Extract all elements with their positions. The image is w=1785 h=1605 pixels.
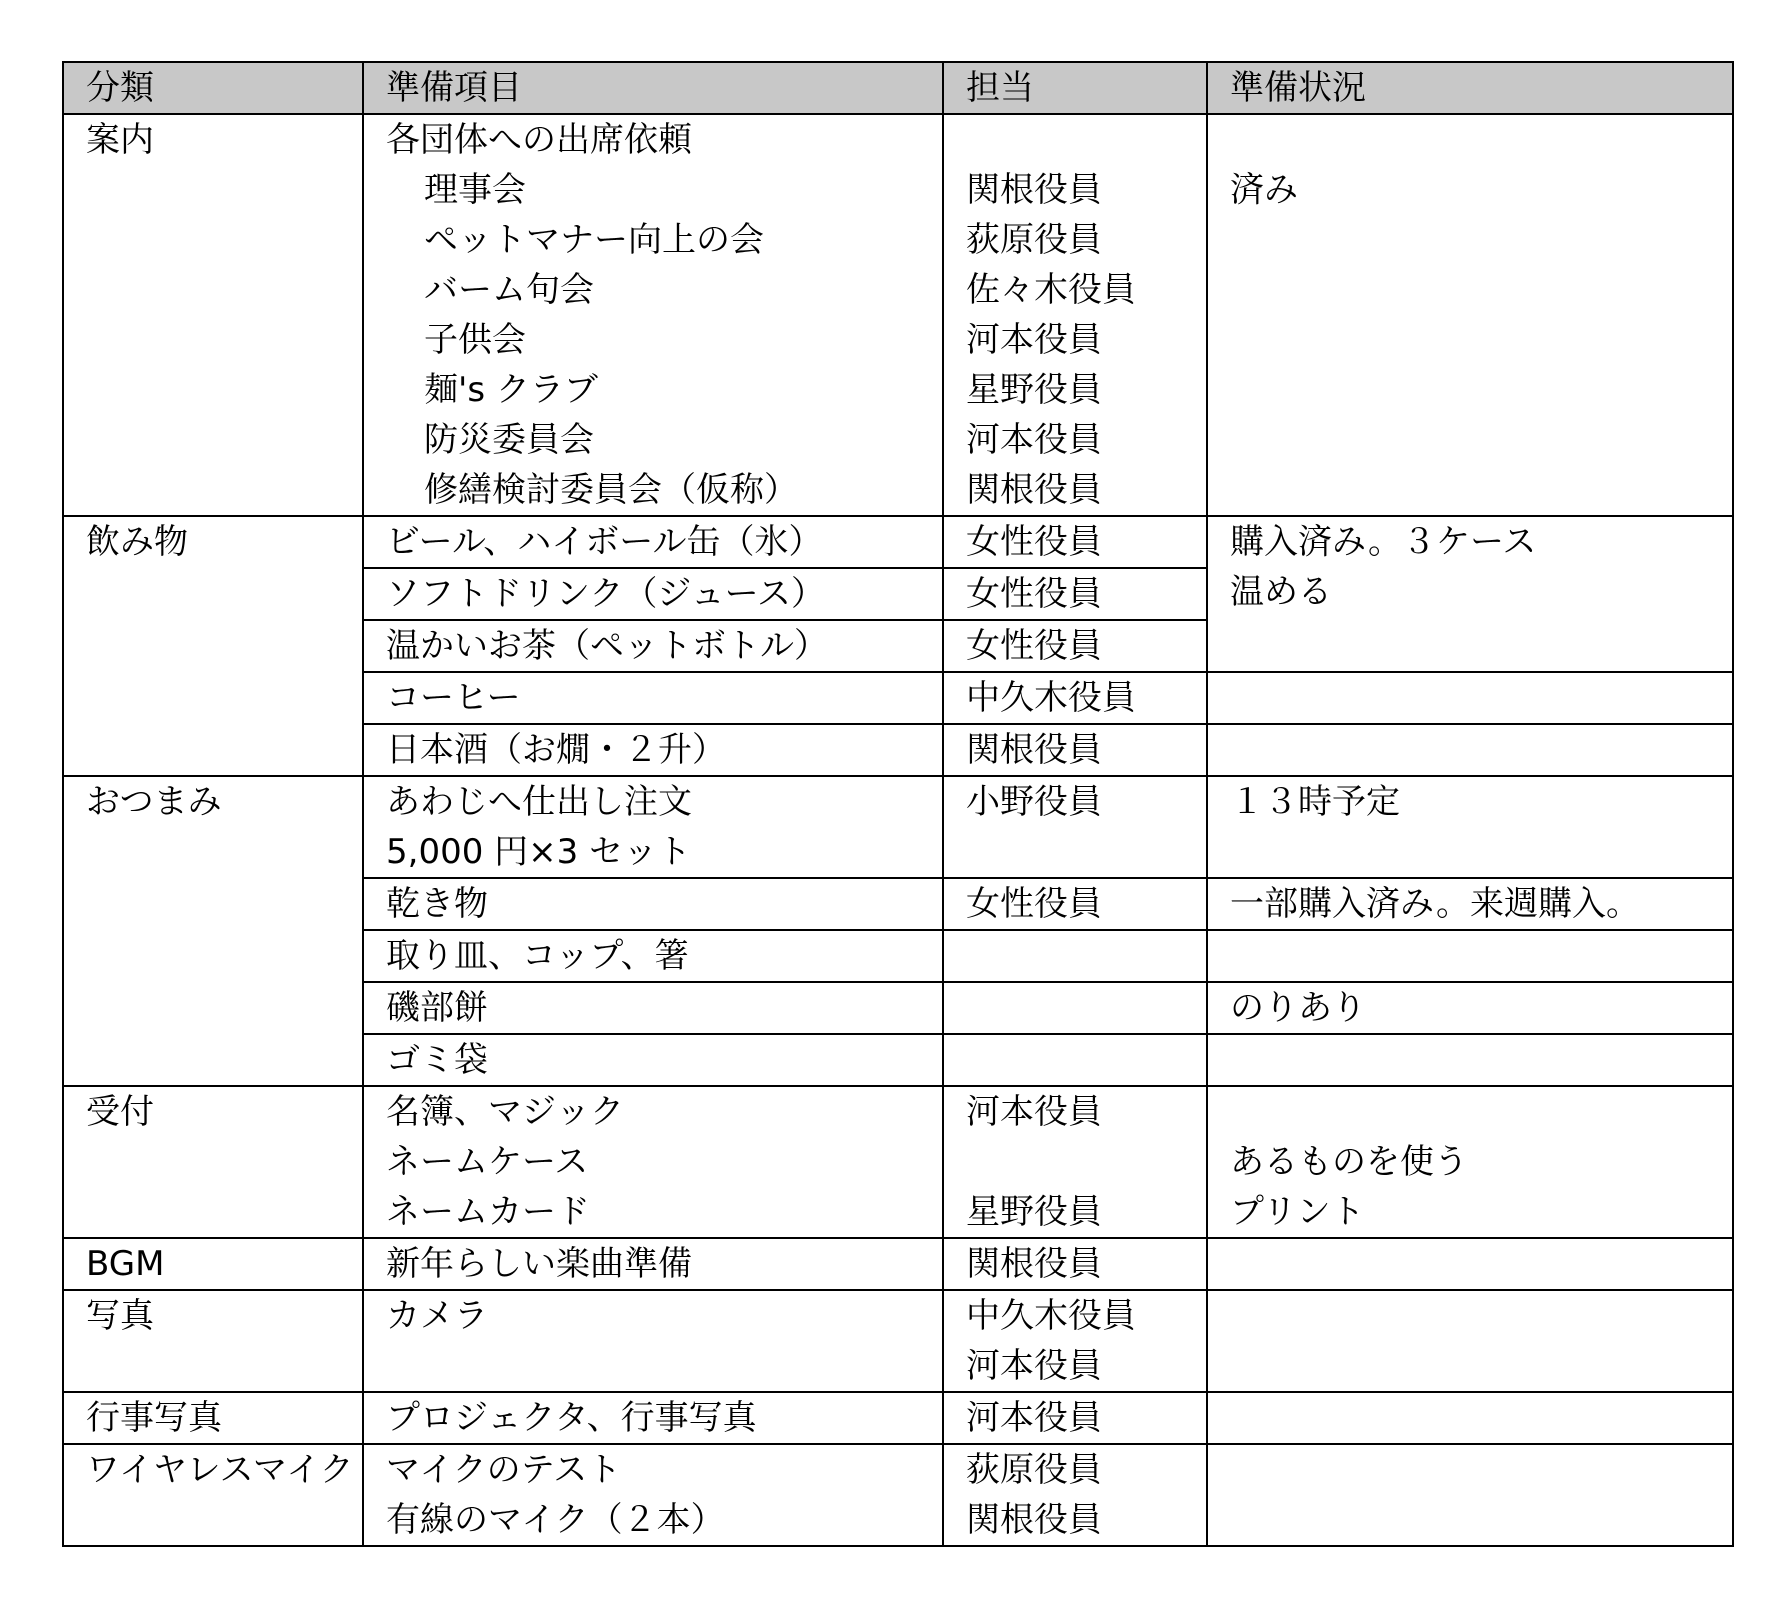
table-row <box>63 776 1733 878</box>
owner-cell: 女性役員 <box>943 568 1207 620</box>
table-row <box>63 516 1733 568</box>
header-category: 分類 <box>63 62 363 114</box>
item-text: マイクのテスト <box>386 1450 622 1490</box>
owner-cell: 女性役員 <box>943 516 1207 568</box>
item-cell: カメラ <box>363 1290 943 1392</box>
item-cell: 磯部餅 <box>363 982 943 1034</box>
owner: 関根役員 <box>966 170 1102 210</box>
owner-cell <box>943 1290 1207 1392</box>
owner-cell <box>943 1034 1207 1086</box>
owner: 中久木役員 <box>966 1296 1136 1336</box>
item-text: ネームケース <box>386 1142 589 1182</box>
owner: 星野役員 <box>966 1192 1102 1232</box>
header-row <box>63 62 1733 114</box>
status-cell <box>1207 1444 1733 1546</box>
sub-item: ペットマナー向上の会 <box>424 220 764 260</box>
owner-cell <box>943 930 1207 982</box>
owner-cell: 関根役員 <box>943 1238 1207 1290</box>
owner-cell: 中久木役員 <box>943 672 1207 724</box>
item-text: ネームカード <box>386 1192 590 1232</box>
item-cell <box>363 776 943 878</box>
item-cell: プロジェクタ、行事写真 <box>363 1392 943 1444</box>
category-cell: おつまみ <box>63 776 363 1086</box>
sub-item: 防災委員会 <box>424 420 594 460</box>
status-cell <box>1207 672 1733 724</box>
item-title: 各団体への出席依頼 <box>386 120 692 160</box>
table-row <box>63 1392 1733 1444</box>
item-text: 名簿、マジック <box>386 1092 624 1132</box>
category-cell: ワイヤレスマイク <box>63 1444 363 1546</box>
owner: 関根役員 <box>966 470 1102 510</box>
sub-item: 麺's クラブ <box>424 370 598 410</box>
sub-item: バーム句会 <box>424 270 594 310</box>
header-owner: 担当 <box>943 62 1207 114</box>
item-cell <box>363 1444 943 1546</box>
sub-item: 修繕検討委員会（仮称） <box>424 470 798 510</box>
owner: 河本役員 <box>966 1092 1102 1132</box>
status-cell <box>1207 1392 1733 1444</box>
item-cell: 新年らしい楽曲準備 <box>363 1238 943 1290</box>
status-text: 購入済み。３ケース <box>1230 522 1537 562</box>
owner-cell <box>943 1444 1207 1546</box>
status-cell: １３時予定 <box>1207 776 1733 878</box>
owner-cell <box>943 982 1207 1034</box>
owner-cell <box>943 1086 1207 1238</box>
status-text: 温める <box>1230 572 1332 612</box>
status-cell <box>1207 1290 1733 1392</box>
item-text: 5,000 円×3 セット <box>386 832 692 872</box>
owner: 河本役員 <box>966 1346 1102 1386</box>
table-row <box>63 1086 1733 1238</box>
status-text <box>1230 1087 1732 1137</box>
owner-cell: 河本役員 <box>943 1392 1207 1444</box>
owner: 荻原役員 <box>966 1450 1102 1490</box>
table-row <box>63 1444 1733 1546</box>
owner-cell <box>943 114 1207 516</box>
table-row <box>63 114 1733 516</box>
status-cell <box>1207 114 1733 516</box>
status-text: 済み <box>1230 170 1298 210</box>
category-cell: 飲み物 <box>63 516 363 776</box>
item-cell: ビール、ハイボール缶（氷） <box>363 516 943 568</box>
item-cell <box>363 114 943 516</box>
item-cell: コーヒー <box>363 672 943 724</box>
owner: 河本役員 <box>966 320 1102 360</box>
category-cell: 受付 <box>63 1086 363 1238</box>
item-cell: 温かいお茶（ペットボトル） <box>363 620 943 672</box>
status-cell <box>1207 930 1733 982</box>
status-text: あるものを使う <box>1230 1142 1468 1182</box>
item-text: 有線のマイク（２本） <box>386 1500 725 1540</box>
status-cell <box>1207 516 1733 672</box>
sub-item: 子供会 <box>424 320 526 360</box>
category-cell: 写真 <box>63 1290 363 1392</box>
category-cell: 案内 <box>63 114 363 516</box>
table-row <box>63 1290 1733 1392</box>
header-status: 準備状況 <box>1207 62 1733 114</box>
owner: 河本役員 <box>966 420 1102 460</box>
owner-cell: 女性役員 <box>943 620 1207 672</box>
owner: 荻原役員 <box>966 220 1102 260</box>
status-text: プリント <box>1230 1192 1365 1232</box>
status-cell: のりあり <box>1207 982 1733 1034</box>
item-cell: 乾き物 <box>363 878 943 930</box>
status-cell <box>1207 1086 1733 1238</box>
item-cell: 日本酒（お燗・２升） <box>363 724 943 776</box>
status-cell <box>1207 1238 1733 1290</box>
table-row <box>63 1238 1733 1290</box>
item-cell: ゴミ袋 <box>363 1034 943 1086</box>
owner: 佐々木役員 <box>966 270 1136 310</box>
owner-cell: 小野役員 <box>943 776 1207 878</box>
category-cell: 行事写真 <box>63 1392 363 1444</box>
owner: 関根役員 <box>966 1500 1102 1540</box>
owner-cell: 関根役員 <box>943 724 1207 776</box>
item-cell: 取り皿、コップ、箸 <box>363 930 943 982</box>
owner <box>966 1137 1206 1187</box>
item-cell <box>363 1086 943 1238</box>
header-item: 準備項目 <box>363 62 943 114</box>
owner-cell: 女性役員 <box>943 878 1207 930</box>
status-cell <box>1207 724 1733 776</box>
owner: 星野役員 <box>966 370 1102 410</box>
item-cell: ソフトドリンク（ジュース） <box>363 568 943 620</box>
sub-item: 理事会 <box>424 170 526 210</box>
status-cell: 一部購入済み。来週購入。 <box>1207 878 1733 930</box>
category-cell: BGM <box>63 1238 363 1290</box>
preparation-table <box>62 61 1734 1547</box>
status-cell <box>1207 1034 1733 1086</box>
item-text: あわじへ仕出し注文 <box>386 782 692 822</box>
